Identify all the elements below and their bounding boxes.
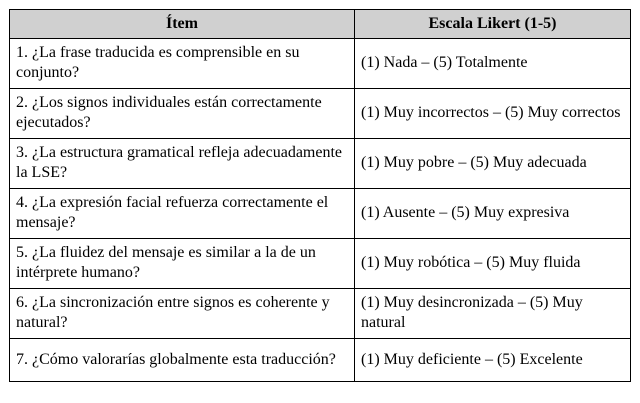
header-likert-scale: Escala Likert (1-5) bbox=[355, 10, 631, 39]
item-cell: 1. ¿La frase traducida es comprensible en su conjunto? bbox=[10, 39, 355, 89]
scale-cell: (1) Muy robótica – (5) Muy fluida bbox=[355, 239, 631, 289]
item-cell: 5. ¿La fluidez del mensaje es similar a la de un intérprete humano? bbox=[10, 239, 355, 289]
table-row bbox=[10, 189, 631, 239]
item-cell: 2. ¿Los signos individuales están correctamente ejecutados? bbox=[10, 89, 355, 139]
table-row bbox=[10, 89, 631, 139]
item-cell: 7. ¿Cómo valorarías globalmente esta traducción? bbox=[10, 339, 355, 382]
scale-cell: (1) Muy deficiente – (5) Excelente bbox=[355, 339, 631, 382]
scale-cell: (1) Ausente – (5) Muy expresiva bbox=[355, 189, 631, 239]
table-row bbox=[10, 39, 631, 89]
table-row bbox=[10, 339, 631, 382]
likert-table-container bbox=[9, 9, 630, 382]
table-header-row bbox=[10, 10, 631, 39]
scale-cell: (1) Muy desincronizada – (5) Muy natural bbox=[355, 289, 631, 339]
table-row bbox=[10, 139, 631, 189]
item-cell: 6. ¿La sincronización entre signos es coherente y natural? bbox=[10, 289, 355, 339]
header-item: Ítem bbox=[10, 10, 355, 39]
likert-scale-table bbox=[9, 9, 631, 382]
item-cell: 3. ¿La estructura gramatical refleja adecuadamente la LSE? bbox=[10, 139, 355, 189]
table-row bbox=[10, 289, 631, 339]
scale-cell: (1) Muy pobre – (5) Muy adecuada bbox=[355, 139, 631, 189]
scale-cell: (1) Nada – (5) Totalmente bbox=[355, 39, 631, 89]
table-row bbox=[10, 239, 631, 289]
scale-cell: (1) Muy incorrectos – (5) Muy correctos bbox=[355, 89, 631, 139]
item-cell: 4. ¿La expresión facial refuerza correctamente el mensaje? bbox=[10, 189, 355, 239]
